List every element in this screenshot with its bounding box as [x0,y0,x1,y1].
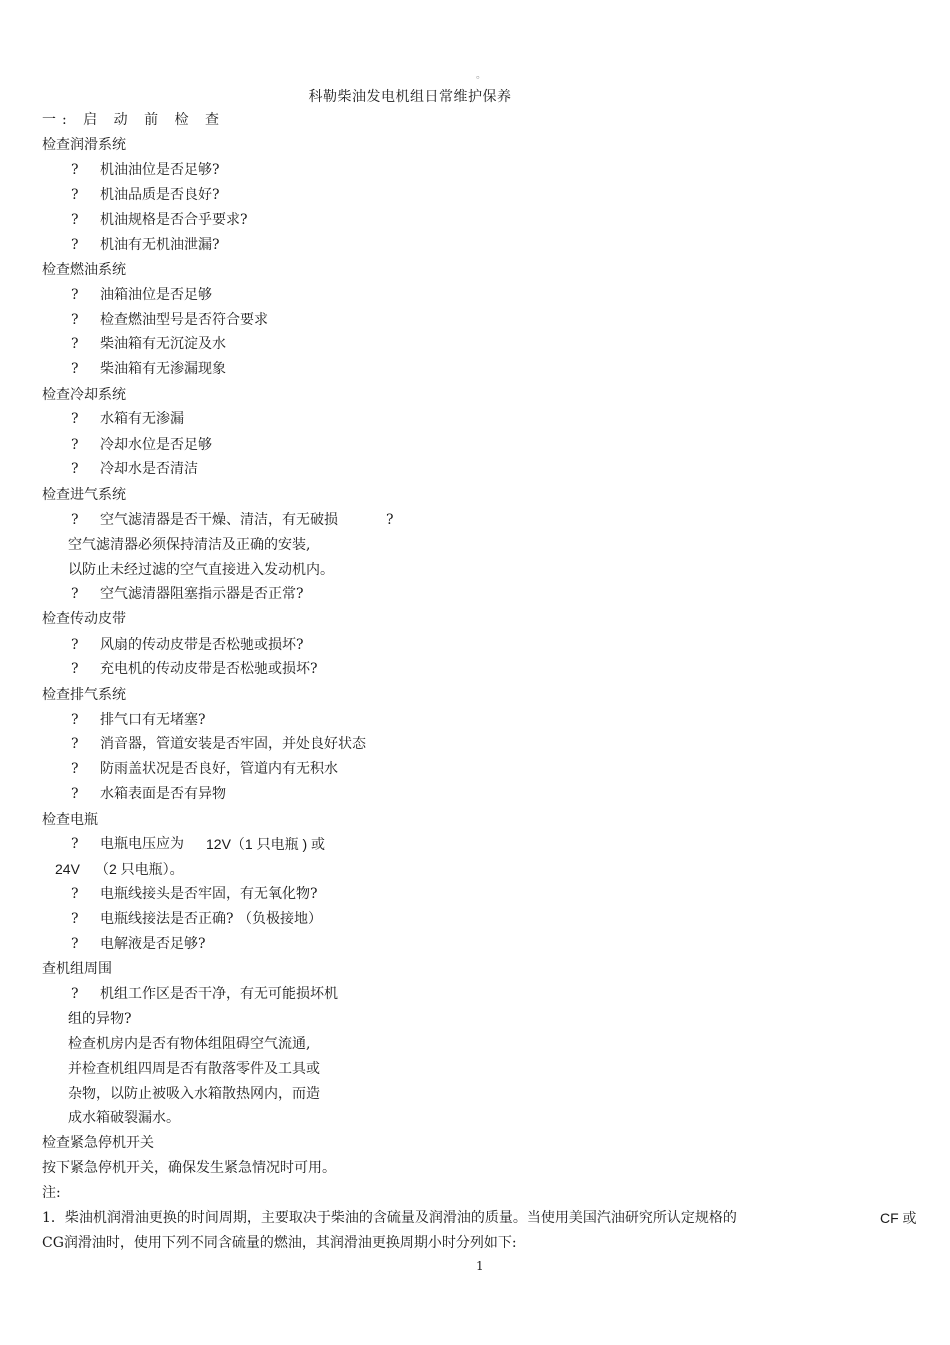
bullet-mark: ? [71,512,79,528]
bullet-mark: ? [71,786,79,802]
bullet-mark: ? [71,886,79,902]
surroundings-text: 并检查机组四周是否有散落零件及工具或 [68,1061,320,1077]
cooling-heading: 检查冷却系统 [42,387,126,403]
page-number: 1 [476,1259,484,1273]
bullet-mark: ? [71,936,79,952]
fuel-heading: 检查燃油系统 [42,262,126,278]
bullet-mark: ? [71,162,79,178]
bullet-mark: ? [71,986,79,1002]
bullet-mark: ? [71,237,79,253]
intake-heading: 检查进气系统 [42,487,126,503]
surroundings-heading: 查机组周围 [42,961,112,977]
bullet-mark: ? [71,911,79,927]
battery-heading: 检查电瓶 [42,812,98,828]
bullet-mark: ? [71,361,79,377]
intake-note-2: 以防止未经过滤的空气直接进入发动机内。 [68,562,334,578]
emergency-text: 按下紧急停机开关，确保发生紧急情况时可用。 [42,1160,336,1176]
page-title: 科勒柴油发电机组日常维护保养 [308,89,512,105]
note-line-1-tail: CF 或 [880,1210,917,1226]
note-line-2: CG润滑油时，使用下列不同含硫量的燃油，其润滑油更换周期小时分列如下: [42,1235,517,1251]
bullet-mark: ? [71,761,79,777]
bullet-mark: ? [386,512,394,528]
surroundings-text: 杂物，以防止被吸入水箱散热网内，而造 [68,1086,320,1102]
exhaust-heading: 检查排气系统 [42,687,126,703]
bullet-mark: ? [71,212,79,228]
note-line-1: 1．柴油机润滑油更换的时间周期，主要取决于柴油的含硫量及润滑油的质量。当使用美国汽油研究所认定规格的 [42,1210,737,1226]
lubrication-heading: 检查润滑系统 [42,137,126,153]
header-dot: 。 [476,70,486,81]
surroundings-text: 检查机房内是否有物体组阻碍空气流通, [68,1036,311,1052]
bullet-mark: ? [71,437,79,453]
bullet-mark: ? [71,187,79,203]
bullet-mark: ? [71,411,79,427]
bullet-mark: ? [71,712,79,728]
document-page: 。 科勒柴油发电机组日常维护保养 一: 启 动 前 检 查 检查润滑系统 ? 机油油位是否足够? ? 机油品质是否良好? ? 机油规格是否合乎要求? ? 机油有无机油泄漏? 检查燃油系统 ? 油箱油位是否足够 ? 检查燃油型号是否符合要求 ? 柴油箱有无沉淀及水 ? 柴油箱有无渗漏现象 检查冷却系统 ? 水箱有无渗漏 ? 冷却水位是否足够 ? 冷却水是否清洁 检查进气系统 ? 空气滤清器是否干燥、清洁，有无破损 ? 空气滤清器必须保持清洁及正确的安装, 以防止未经过滤的空气直接进入发动机内。 ? 空气滤清器阻塞指示器是否正常? 检查传动皮带 ? 风扇的传动皮带是否松驰或损坏? ? 充电机的传动皮带是否松驰或损坏? 检查排气系统 ? 排气口有无堵塞? ? 消音器，管道安装是否牢固，并处良好状态 ? 防雨盖状况是否良好，管道内有无积水 ? 水箱表面是否有异物 检查电瓶 ? 电瓶电压应为 12V（1 只电瓶 ) 或 24V （2 只电瓶）。 ? 电瓶线接头是否牢固，有无氧化物? ? 电瓶线接法是否正确? （负极接地） ? 电解液是否足够? 查机组周围 ? 机组工作区是否干净，有无可能损坏机 组的异物? 检查机房内是否有物体组阻碍空气流通, 并检查机组四周是否有散落零件及工具或 杂物，以防止被吸入水箱散热网内，而造 成水箱破裂漏水。 检查紧急停机开关 按下紧急停机开关，确保发生紧急情况时可用。 注: 1．柴油机润滑油更换的时间周期，主要取决于柴油的含硫量及润滑油的质量。当使用美国汽油研究所认定规格的 CF 或 CG润滑油时，使用下列不同含硫量的燃油，其润滑油更换周期小时分列如下: 1 [0,0,950,1345]
bullet-mark: ? [71,312,79,328]
bullet-mark: ? [71,461,79,477]
emergency-heading: 检查紧急停机开关 [42,1135,154,1151]
bullet-mark: ? [71,586,79,602]
bullet-mark: ? [71,661,79,677]
note-label: 注: [42,1185,61,1201]
bullet-mark: ? [71,736,79,752]
bullet-mark: ? [71,637,79,653]
surroundings-text: 组的异物? [68,1011,132,1027]
intake-note-1: 空气滤清器必须保持清洁及正确的安装, [68,537,311,553]
section-heading: 一: 启 动 前 检 查 [42,112,225,128]
bullet-mark: ? [71,836,79,852]
bullet-mark: ? [71,336,79,352]
bullet-mark: ? [71,287,79,303]
belt-heading: 检查传动皮带 [42,611,126,627]
surroundings-text: 成水箱破裂漏水。 [68,1110,180,1126]
